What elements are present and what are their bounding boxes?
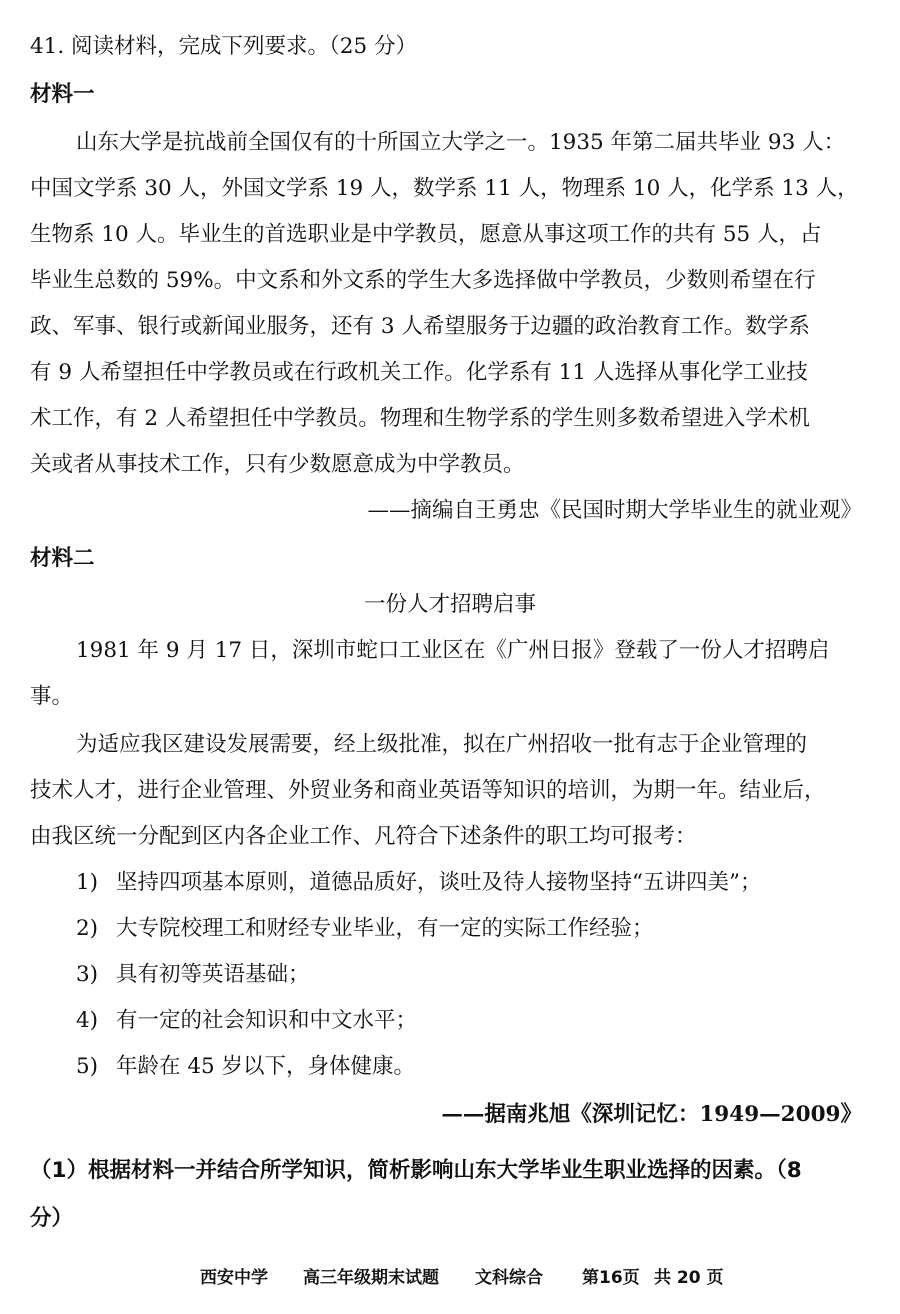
- material1-line: 政、军事、银行或新闻业服务，还有 3 人希望服务于边疆的政治教育工作。数学系: [30, 314, 810, 339]
- footer-page-number: 第16页: [582, 1268, 640, 1288]
- material1-line: 术工作，有 2 人希望担任中学教员。物理和生物学系的学生则多数希望进入学术机: [30, 406, 810, 431]
- footer-school: 西安中学: [200, 1268, 268, 1288]
- footer-subject: 文科综合: [475, 1268, 543, 1288]
- condition-text: 大专院校理工和财经专业毕业，有一定的实际工作经验；: [116, 916, 654, 941]
- material1-line: 毕业生总数的 59%。中文系和外文系的学生大多选择做中学教员，少数则希望在行: [30, 268, 816, 293]
- footer-exam: 高三年级期末试题: [303, 1268, 439, 1288]
- material1-line: 中国文学系 30 人，外国文学系 19 人，数学系 11 人，物理系 10 人，化学系 13 人，: [30, 176, 859, 201]
- material1-line: 山东大学是抗战前全国仅有的十所国立大学之一。1935 年第二届共毕业 93 人：: [76, 130, 846, 155]
- condition-number: 5): [76, 1054, 99, 1079]
- condition-number: 4): [76, 1008, 99, 1033]
- material1-line: 有 9 人希望担任中学教员或在行政机关工作。化学系有 11 人选择从事化学工业技: [30, 360, 808, 385]
- material1-line: 生物系 10 人。毕业生的首选职业是中学教员，愿意从事这项工作的共有 55 人，占: [30, 222, 822, 247]
- condition-text: 坚持四项基本原则，道德品质好，谈吐及待人接物坚持“五讲四美”；: [116, 870, 762, 895]
- condition-number: 1): [76, 870, 99, 895]
- footer-total-pages: 共 20 页: [654, 1268, 724, 1288]
- material2-intro-line: 1981 年 9 月 17 日，深圳市蛇口工业区在《广州日报》登载了一份人才招聘启: [76, 638, 830, 663]
- condition-text: 有一定的社会知识和中文水平；: [116, 1008, 418, 1033]
- material2-source: ——据南兆旭《深圳记忆：1949—2009》: [441, 1102, 862, 1127]
- material2-intro-line: 事。: [30, 684, 74, 709]
- condition-number: 3): [76, 962, 99, 987]
- material2-subtitle: 一份人才招聘启事: [363, 592, 536, 617]
- material2-body-line: 为适应我区建设发展需要，经上级批准，拟在广州招收一批有志于企业管理的: [76, 732, 808, 757]
- question-header: 41. 阅读材料，完成下列要求。（25 分）: [30, 34, 417, 59]
- subquestion-line: 分）: [30, 1206, 74, 1231]
- material1-source: ——摘编自王勇忠《民国时期大学毕业生的就业观》: [367, 498, 862, 523]
- material2-body-line: 技术人才，进行企业管理、外贸业务和商业英语等知识的培训，为期一年。结业后，: [30, 778, 826, 803]
- material2-title: 材料二: [30, 546, 95, 571]
- material1-title: 材料一: [30, 82, 95, 107]
- subquestion-line: （1）根据材料一并结合所学知识，简析影响山东大学毕业生职业选择的因素。（8: [30, 1158, 802, 1183]
- condition-number: 2): [76, 916, 99, 941]
- condition-text: 年龄在 45 岁以下，身体健康。: [116, 1054, 416, 1079]
- material1-line: 关或者从事技术工作，只有少数愿意成为中学教员。: [30, 452, 525, 477]
- material2-body-line: 由我区统一分配到区内各企业工作、凡符合下述条件的职工均可报考：: [30, 824, 697, 849]
- condition-text: 具有初等英语基础；: [116, 962, 310, 987]
